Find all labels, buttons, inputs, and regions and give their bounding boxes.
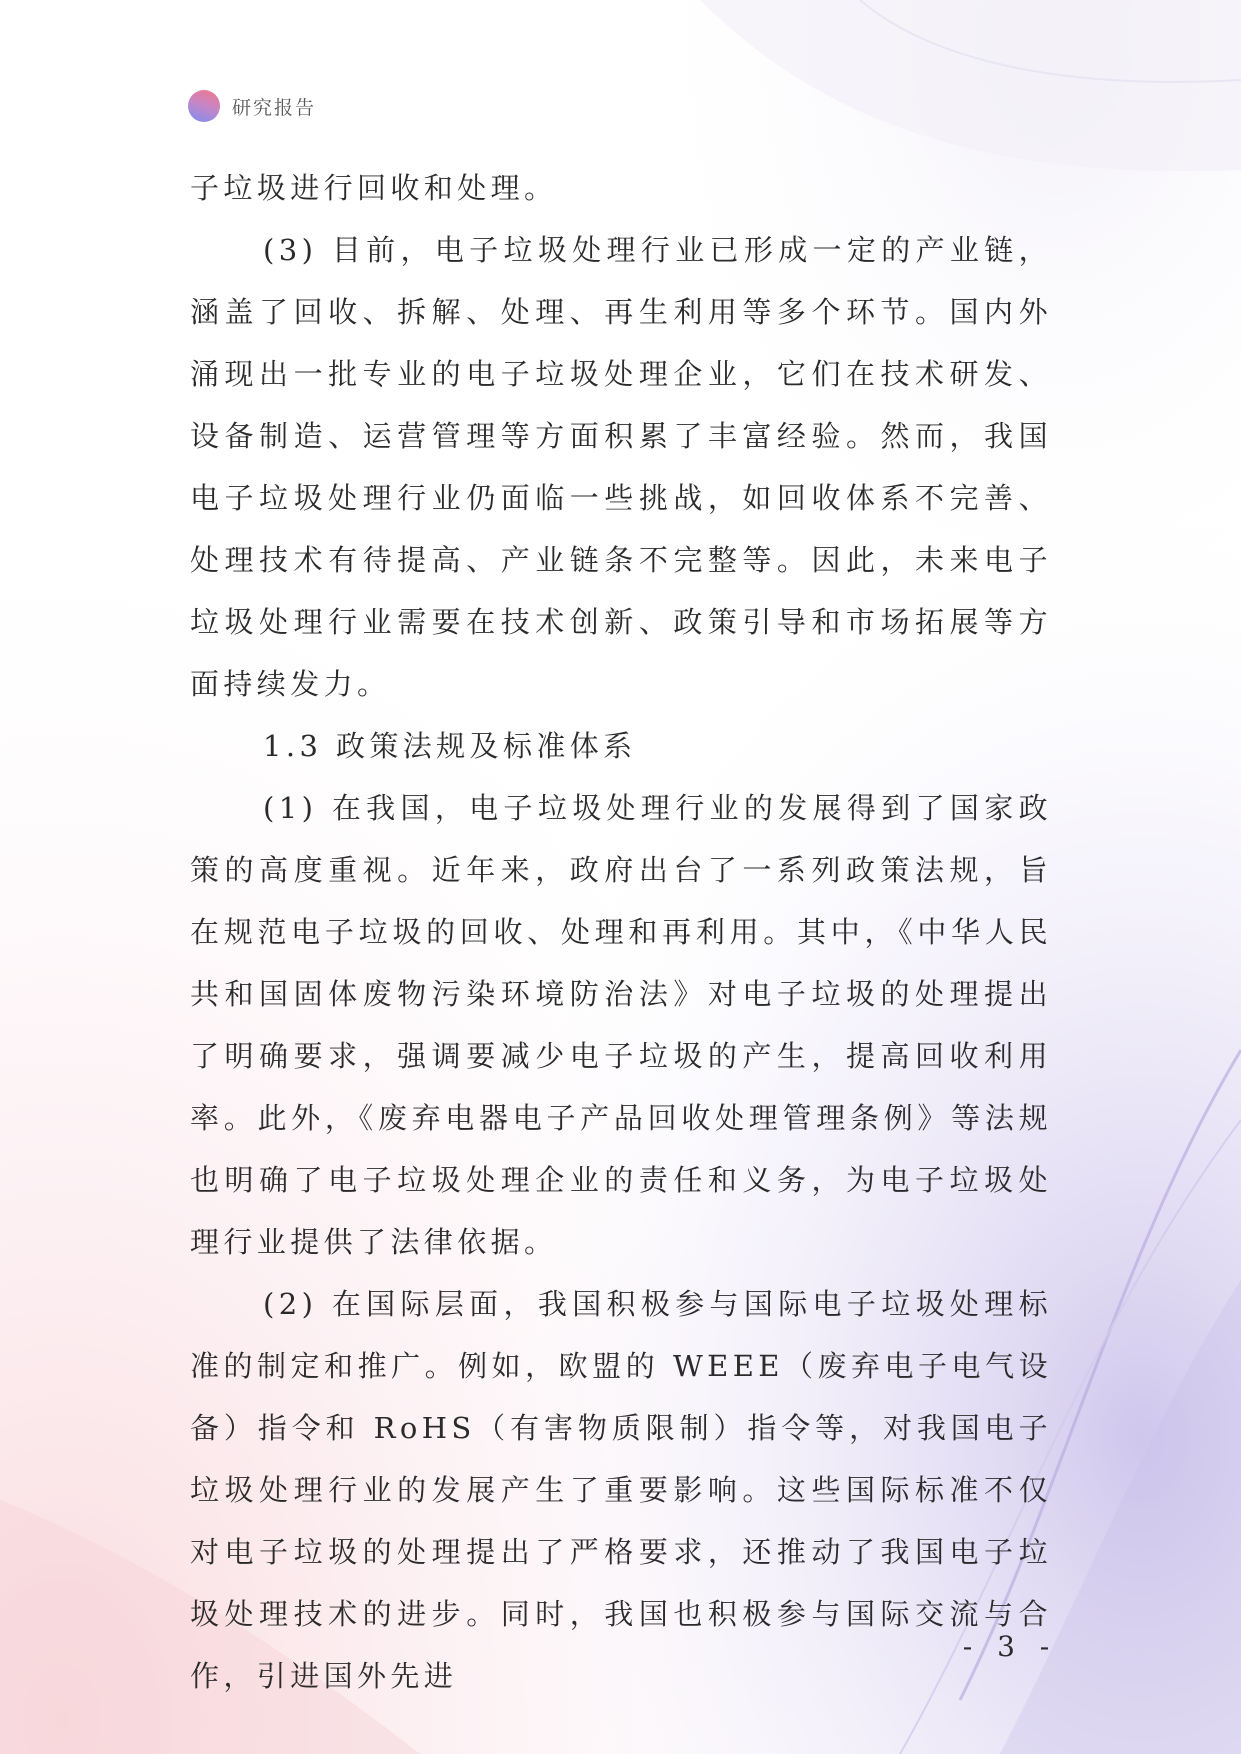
document-body [190, 157, 1052, 1707]
paragraph: 子垃圾进行回收和处理。 [190, 171, 558, 205]
paragraph: (1) 在我国，电子垃圾处理行业的发展得到了国家政策的高度重视。近年来，政府出台了一系列政策法规，旨在规范电子垃圾的回收、处理和再利用。其中，《中华人民共和国固体废物污染环境防治法》对电子垃圾的处理提出了明确要求，强调要减少电子垃圾的产生，提高回收利用率。此外，《废弃电器电子产品回收处理管理条例》等法规也明确了电子垃圾处理企业的责任和义务，为电子垃圾处理行业提供了法律依据。 [190, 791, 1052, 1259]
report-header [188, 88, 316, 124]
logo-circle-icon [188, 90, 220, 122]
paragraph: (2) 在国际层面，我国积极参与国际电子垃圾处理标准的制定和推广。例如，欧盟的 WEEE（废弃电子电气设备）指令和 RoHS（有害物质限制）指令等，对我国电子垃圾处理行业的发展产生了重要影响。这些国际标准不仅对电子垃圾的处理提出了严格要求，还推动了我国电子垃圾处理技术的进步。同时，我国也积极参与国际交流与合作，引进国外先进 [190, 1287, 1052, 1693]
page-number: - 3 - [962, 1630, 1058, 1663]
section-heading: 1.3 政策法规及标准体系 [263, 729, 637, 763]
paragraph: (3) 目前，电子垃圾处理行业已形成一定的产业链，涵盖了回收、拆解、处理、再生利用等多个环节。国内外涌现出一批专业的电子垃圾处理企业，它们在技术研发、设备制造、运营管理等方面积累了丰富经验。然而，我国电子垃圾处理行业仍面临一些挑战，如回收体系不完善、处理技术有待提高、产业链条不完整等。因此，未来电子垃圾处理行业需要在技术创新、政策引导和市场拓展等方面持续发力。 [190, 233, 1052, 701]
header-label: 研究报告 [232, 96, 317, 119]
